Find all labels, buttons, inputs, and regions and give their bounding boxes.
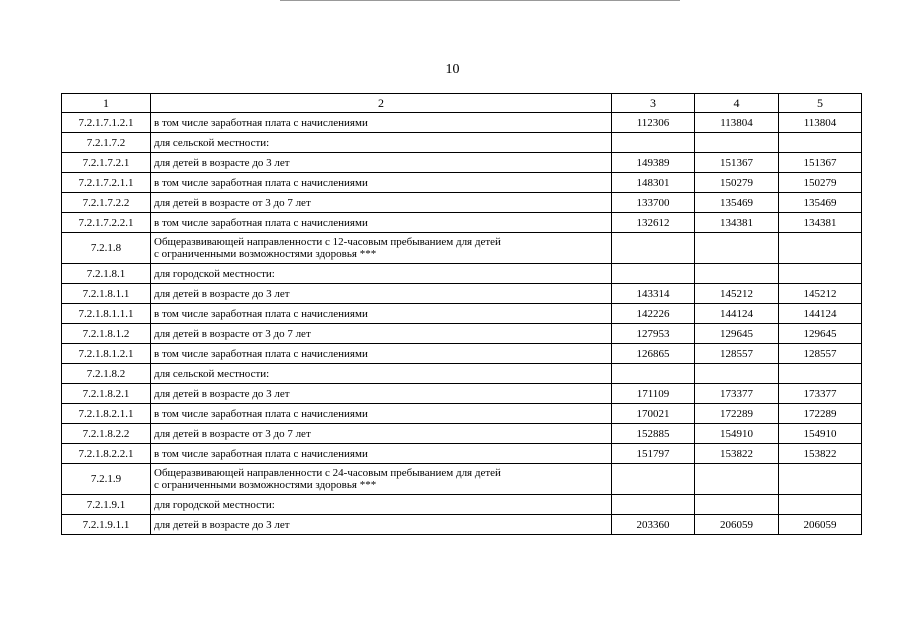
row-description: для детей в возрасте от 3 до 7 лет bbox=[151, 424, 612, 444]
row-code: 7.2.1.9.1 bbox=[62, 495, 151, 515]
row-value-col5: 154910 bbox=[779, 424, 862, 444]
table-row bbox=[62, 304, 862, 324]
row-value-col4: 128557 bbox=[695, 344, 779, 364]
table-row bbox=[62, 404, 862, 424]
row-value-col3: 112306 bbox=[612, 113, 695, 133]
header-col-4: 4 bbox=[695, 94, 779, 113]
row-description: в том числе заработная плата с начислениями bbox=[151, 213, 612, 233]
row-code: 7.2.1.7.1.2.1 bbox=[62, 113, 151, 133]
row-value-col5: 206059 bbox=[779, 515, 862, 535]
row-description bbox=[151, 233, 612, 264]
row-value-col3: 170021 bbox=[612, 404, 695, 424]
row-value-col4: 173377 bbox=[695, 384, 779, 404]
row-value-col4 bbox=[695, 364, 779, 384]
row-value-col4: 150279 bbox=[695, 173, 779, 193]
row-code: 7.2.1.7.2 bbox=[62, 133, 151, 153]
row-description-line: с ограниченными возможностями здоровья *** bbox=[154, 479, 377, 491]
row-description: в том числе заработная плата с начислениями bbox=[151, 404, 612, 424]
row-code: 7.2.1.8.2.1.1 bbox=[62, 404, 151, 424]
table-row bbox=[62, 495, 862, 515]
row-code: 7.2.1.8.2.1 bbox=[62, 384, 151, 404]
row-code: 7.2.1.8.1.1.1 bbox=[62, 304, 151, 324]
table-row bbox=[62, 153, 862, 173]
row-value-col5 bbox=[779, 133, 862, 153]
header-row bbox=[62, 94, 862, 113]
row-value-col3: 133700 bbox=[612, 193, 695, 213]
row-description: в том числе заработная плата с начислениями bbox=[151, 304, 612, 324]
row-code: 7.2.1.9 bbox=[62, 464, 151, 495]
header-col-5: 5 bbox=[779, 94, 862, 113]
table-row bbox=[62, 213, 862, 233]
row-value-col4: 154910 bbox=[695, 424, 779, 444]
row-value-col5: 134381 bbox=[779, 213, 862, 233]
header-col-3: 3 bbox=[612, 94, 695, 113]
table-row bbox=[62, 364, 862, 384]
row-description: для детей в возрасте до 3 лет bbox=[151, 515, 612, 535]
row-code: 7.2.1.7.2.1.1 bbox=[62, 173, 151, 193]
table-row bbox=[62, 193, 862, 213]
row-value-col5 bbox=[779, 233, 862, 264]
row-value-col4: 206059 bbox=[695, 515, 779, 535]
table-row bbox=[62, 515, 862, 535]
row-value-col5: 129645 bbox=[779, 324, 862, 344]
row-value-col4 bbox=[695, 133, 779, 153]
row-code: 7.2.1.7.2.2.1 bbox=[62, 213, 151, 233]
table-row bbox=[62, 384, 862, 404]
table-row bbox=[62, 324, 862, 344]
header-col-2: 2 bbox=[151, 94, 612, 113]
row-code: 7.2.1.8.2 bbox=[62, 364, 151, 384]
row-value-col3: 132612 bbox=[612, 213, 695, 233]
row-code: 7.2.1.9.1.1 bbox=[62, 515, 151, 535]
row-description bbox=[151, 464, 612, 495]
row-value-col4: 145212 bbox=[695, 284, 779, 304]
row-code: 7.2.1.7.2.2 bbox=[62, 193, 151, 213]
row-value-col3: 126865 bbox=[612, 344, 695, 364]
row-value-col4 bbox=[695, 495, 779, 515]
row-description: для сельской местности: bbox=[151, 133, 612, 153]
row-value-col3: 151797 bbox=[612, 444, 695, 464]
row-description: в том числе заработная плата с начислениями bbox=[151, 173, 612, 193]
row-value-col4: 153822 bbox=[695, 444, 779, 464]
row-description: в том числе заработная плата с начислениями bbox=[151, 113, 612, 133]
row-value-col4: 172289 bbox=[695, 404, 779, 424]
table-row bbox=[62, 444, 862, 464]
row-description: для городской местности: bbox=[151, 264, 612, 284]
table-row bbox=[62, 233, 862, 264]
row-value-col5: 173377 bbox=[779, 384, 862, 404]
row-value-col3: 148301 bbox=[612, 173, 695, 193]
row-value-col3: 143314 bbox=[612, 284, 695, 304]
row-description-line: Общеразвивающей направленности с 24-часовым пребыванием для детей bbox=[154, 467, 501, 479]
table-row bbox=[62, 464, 862, 495]
row-description: для детей в возрасте до 3 лет bbox=[151, 284, 612, 304]
row-code: 7.2.1.8.2.2 bbox=[62, 424, 151, 444]
row-value-col4: 135469 bbox=[695, 193, 779, 213]
row-value-col4 bbox=[695, 264, 779, 284]
table-row bbox=[62, 344, 862, 364]
row-description: в том числе заработная плата с начислениями bbox=[151, 444, 612, 464]
header-col-1: 1 bbox=[62, 94, 151, 113]
row-value-col3 bbox=[612, 233, 695, 264]
row-value-col3: 203360 bbox=[612, 515, 695, 535]
row-value-col3: 149389 bbox=[612, 153, 695, 173]
row-code: 7.2.1.8.1.1 bbox=[62, 284, 151, 304]
row-value-col5: 113804 bbox=[779, 113, 862, 133]
row-value-col5 bbox=[779, 495, 862, 515]
row-description: для детей в возрасте до 3 лет bbox=[151, 153, 612, 173]
row-code: 7.2.1.8.1 bbox=[62, 264, 151, 284]
row-value-col5: 144124 bbox=[779, 304, 862, 324]
row-value-col5 bbox=[779, 364, 862, 384]
row-value-col3 bbox=[612, 495, 695, 515]
row-value-col4: 151367 bbox=[695, 153, 779, 173]
table-row bbox=[62, 133, 862, 153]
row-value-col5: 128557 bbox=[779, 344, 862, 364]
top-rule bbox=[280, 0, 680, 1]
row-value-col5: 145212 bbox=[779, 284, 862, 304]
table-row bbox=[62, 264, 862, 284]
row-description-line: Общеразвивающей направленности с 12-часовым пребыванием для детей bbox=[154, 236, 501, 248]
row-description: для детей в возрасте от 3 до 7 лет bbox=[151, 324, 612, 344]
row-description-line: с ограниченными возможностями здоровья *** bbox=[154, 248, 377, 260]
row-value-col4: 129645 bbox=[695, 324, 779, 344]
row-value-col4: 113804 bbox=[695, 113, 779, 133]
row-value-col3 bbox=[612, 133, 695, 153]
row-value-col4: 134381 bbox=[695, 213, 779, 233]
row-value-col3 bbox=[612, 364, 695, 384]
table-row bbox=[62, 284, 862, 304]
table-row bbox=[62, 424, 862, 444]
page-number: 10 bbox=[445, 62, 460, 77]
row-code: 7.2.1.8.1.2.1 bbox=[62, 344, 151, 364]
table-row bbox=[62, 173, 862, 193]
row-value-col5: 151367 bbox=[779, 153, 862, 173]
row-description: для сельской местности: bbox=[151, 364, 612, 384]
row-value-col5: 150279 bbox=[779, 173, 862, 193]
row-value-col3: 142226 bbox=[612, 304, 695, 324]
row-description: для детей в возрасте от 3 до 7 лет bbox=[151, 193, 612, 213]
row-value-col4 bbox=[695, 233, 779, 264]
row-description: для детей в возрасте до 3 лет bbox=[151, 384, 612, 404]
table-row bbox=[62, 113, 862, 133]
row-code: 7.2.1.7.2.1 bbox=[62, 153, 151, 173]
row-value-col5 bbox=[779, 464, 862, 495]
row-description: для городской местности: bbox=[151, 495, 612, 515]
row-code: 7.2.1.8 bbox=[62, 233, 151, 264]
data-table bbox=[61, 93, 862, 535]
row-value-col3: 152885 bbox=[612, 424, 695, 444]
row-value-col3: 171109 bbox=[612, 384, 695, 404]
row-value-col5: 153822 bbox=[779, 444, 862, 464]
row-value-col4: 144124 bbox=[695, 304, 779, 324]
row-code: 7.2.1.8.1.2 bbox=[62, 324, 151, 344]
row-value-col4 bbox=[695, 464, 779, 495]
row-value-col3 bbox=[612, 264, 695, 284]
row-description: в том числе заработная плата с начислениями bbox=[151, 344, 612, 364]
row-value-col5: 172289 bbox=[779, 404, 862, 424]
row-value-col5: 135469 bbox=[779, 193, 862, 213]
row-code: 7.2.1.8.2.2.1 bbox=[62, 444, 151, 464]
row-value-col3 bbox=[612, 464, 695, 495]
row-value-col3: 127953 bbox=[612, 324, 695, 344]
row-value-col5 bbox=[779, 264, 862, 284]
